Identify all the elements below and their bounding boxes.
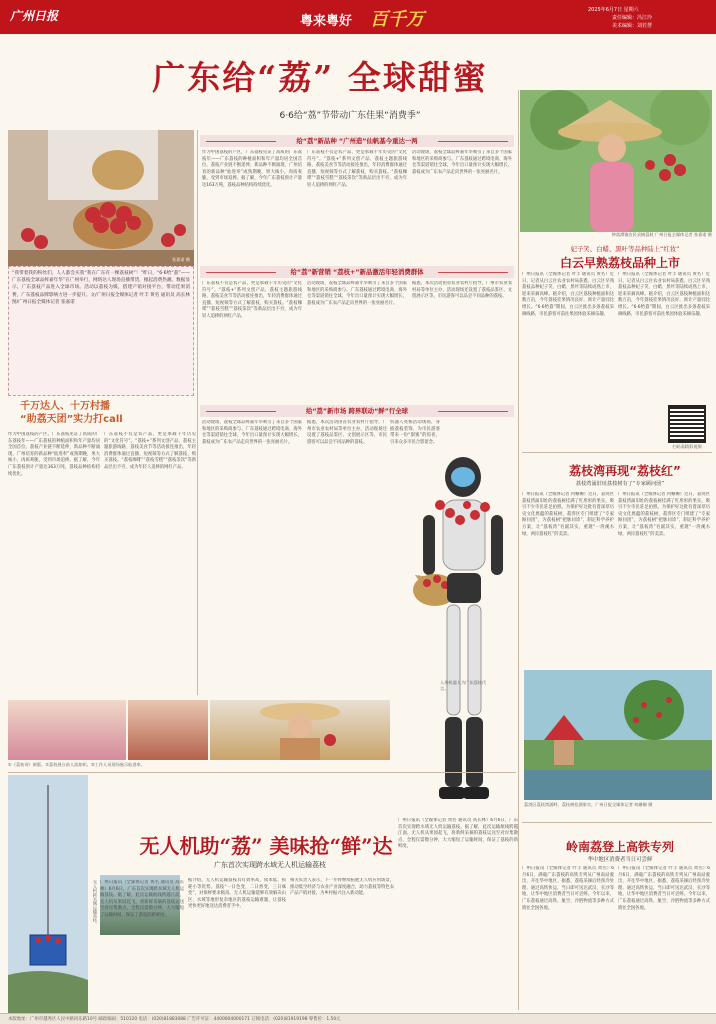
farmer-illustration — [520, 90, 712, 232]
strip-photo-3 — [210, 700, 390, 760]
section-header-1: 给“荔”新品种 “广州造”仙帆基今重达一两 — [200, 135, 514, 147]
section-header-3: 给“荔”新市场 跨界联动“鲜”行全球 — [200, 405, 514, 417]
white-story-title: 白云早熟荔枝品种上市 — [559, 256, 680, 270]
footer-text: 本版地址：广州市越秀区人民中路同乐路10号 邮政编码：510120 电话：(020)81883088 广告许可证：4400004000171 订阅电话：(020)81919198 零售价：1.50元 — [8, 1017, 341, 1022]
divider-h-right — [522, 822, 712, 823]
divider-v-left — [197, 130, 198, 695]
highspeed-subtitle: 华中地区消费者当日可尝鲜 — [587, 857, 653, 863]
lychee-bay-photo — [524, 670, 712, 800]
section1-col-2: 广东荔枝不仅是农产品，更是承载千年历史的“文化符号”。“荔枝+”系列文创产品、荔枝主题旅游线路、荔枝美食节等活动接连推出，年轻消费群体通过直播、短视频等方式了解荔枝、购买荔枝。“荔枝咖啡”“荔枝雪糕”“荔枝茶饮”等新品层出不穷，成为年轻人追捧的网红产品。 — [307, 150, 407, 188]
divider-h-bottom — [8, 772, 516, 773]
left-col-1: 作为中国荔枝的产区，广东荔枝见证了高质的广东荔枝年——广东荔枝的种植面积和年产量均居全国首位。荔枝产业链不断延伸，新品种不断涌现，广州培育的新品种“仙进奉”成熟期晚，果大核小，肉质爽脆，受到市场追捧。据了解，今年广东荔枝预计产量达163万吨，荔枝品种结构持续优化。 — [8, 432, 100, 477]
drone-title: 无人机助“荔” 美味抢“鲜”达 — [139, 834, 393, 858]
strip-photo-2 — [128, 700, 208, 760]
main-headline: 广东给“荔” 全球甜蜜 — [152, 58, 488, 97]
drone-col-3: 相关负责人表示，下一步将继续拓展无人机应用场景，推动低空经济与农业产业深度融合，助力荔枝等特色农产品产销对接，为乡村振兴注入新动能。 — [290, 878, 394, 897]
white-story-col-1: 广州日报讯（全媒体记者 叶丰 通讯员 黄名）近日，记者从白云区农业农村局获悉，白云区早熟荔枝品种妃子笑、白蜡、黑叶等陆续成熟上市，迎来采摘高峰。据介绍，白云区荔枝种植面积达数万亩，今年荔枝挂果情况良好，预计产量同比增长。“6·6给荔”期间，白云区推出多条荔枝采摘线路，市民游客可前往果园体验采摘乐趣。 — [522, 272, 614, 317]
intro-text: “我带着我的粉丝们，人人都会买我“我在广东有一棵荔枝树”！”昨日，“6·6给“荔”——广东荔枝全球品鲜嘉年华”在广州举行，网络达人现场直播带货，掀起消费热潮。数据显示，广东荔枝产品进入全球市场。活动以荔枝为媒，搭建产销对接平台，带动佳果消费，广东荔枝品牌影响力进一步提升。文/广州日报全媒体记者 叶丰 黄名 通讯员 高长林 图/广州日报全媒体记者 张嘉诺 — [12, 271, 190, 305]
highspeed-col-1: 广州日报讯（全媒体记者 叶丰 通讯员 黄名）6月6日，满载广东荔枝的高铁专列从广州南站驶出，开往华中地区。据悉，荔枝采摘后经预冷处理，通过高铁快运，当日即可送达武汉、长沙等地，让华中地区消费者当日可尝鲜。今年以来，广东荔枝通过高铁、航空、冷链物流等多种方式销往全国各地。 — [522, 866, 614, 911]
farmer-photo — [520, 90, 712, 232]
left-col-2: 广东荔枝不仅是农产品，更是承载千年历史的“文化符号”。“荔枝+”系列文创产品、荔枝主题旅游线路、荔枝美食节等活动接连推出，年轻消费群体通过直播、短视频等方式了解荔枝、购买荔枝。“荔枝咖啡”“荔枝雪糕”“荔枝茶饮”等新品层出不穷，成为年轻人追捧的网红产品。 — [104, 432, 196, 470]
section3-col-1: 活动现场，荔枝全球品鲜嘉年华吸引了来自多个国家和地区的采购商参与。广东荔枝通过跨境电商、海外仓等渠道销往全球，今年出口量预计实现大幅增长，荔枝成为广东农产品走向世界的一张亮丽名片。 — [202, 420, 302, 445]
lychee-bay-illustration — [524, 670, 712, 800]
red-story-title: 荔枝湾再现“荔枝红” — [569, 464, 681, 478]
drone-photo — [8, 775, 88, 1015]
strip-photo-3-illustration — [210, 700, 390, 760]
masthead — [0, 0, 716, 34]
main-subtitle: 6·6给“荔”节带动广东佳果“消费季” — [279, 111, 421, 121]
drone-col-2: 据介绍，无人机运输荔枝具有效率高、成本低、损耗小等优势。荔枝“一日色变，二日香变，三日味变”，对保鲜要求极高。无人机运输能够有效解决山区、水域等地形复杂地区的荔枝运输难题，让荔枝更快更好地送达消费者手中。 — [188, 878, 286, 910]
newspaper-logo: 广州日报 — [10, 9, 59, 23]
banner-right: 百千万 — [370, 9, 424, 30]
drone-col-1: 广州日报讯（全媒体记者 黄名 通讯员 高长林）6月6日，广东首次实现跨水域无人机运输荔枝。据了解，此次运输航线跨越江面，无人机从果园起飞，将新鲜采摘的荔枝运送至对岸集散点，全程仅需数分钟，大大缩短了运输时间，保证了荔枝的新鲜度。 — [100, 880, 184, 918]
editor-line-1: 责任编辑：冯江玲 — [612, 15, 653, 21]
drone-subtitle: 广东首次实现跨水域无人机运输荔枝 — [214, 861, 326, 869]
section1-col-1: 作为中国荔枝的产区，广东荔枝见证了高质的广东荔枝年——广东荔枝的种植面积和年产量均居全国首位。荔枝产业链不断延伸，新品种不断涌现，广州培育的新品种“仙进奉”成熟期晚，果大核小，肉质爽脆，受到市场追捧。据了解，今年广东荔枝预计产量达163万吨，荔枝品种结构持续优化。 — [202, 150, 302, 188]
section3-col-3: 机器人亮相活动现场，身披荔枝装饰，为市民游客带来一份“甜蜜”的惊喜，引来众多市民合影留念。 — [390, 420, 440, 445]
red-story-subtitle: 荔枝湾涌旧址荔枝树有了“专家顾问团” — [575, 481, 665, 487]
section2-col-3: 据悉，本次活动由省农业农村厅指导，广州市农业农村局等单位主办，活动现场还设置了荔枝品鉴区、文创展示区等，市民游客可以品尝不同品种的荔枝。 — [412, 281, 512, 300]
red-story-col-2: 广州日报讯（全媒体记者 何姗姗）近日，荔湾区荔枝湾涌旧址的荔枝树挂满了红彤彤的果实，吸引不少市民驻足拍照。为保护好这批有着深厚历史文化底蕴的荔枝树，荔湾区专门组建了“专家顾问团”，为荔枝树“把脉问诊”，制定科学养护方案，让“荔枝湾”名副其实，重现“一湾溪水绿，两岸荔枝红”的美景。 — [618, 492, 710, 537]
section1-col-3: 活动现场，荔枝全球品鲜嘉年华吸引了来自多个国家和地区的采购商参与。广东荔枝通过跨境电商、海外仓等渠道销往全球，今年出口量预计实现大幅增长，荔枝成为广东农产品走向世界的一张亮丽名片。 — [412, 150, 512, 175]
drone-col-4: 广州日报讯（全媒体记者 黄名 通讯员 高长林）6月6日，广东首次实现跨水域无人机运输荔枝。据了解，此次运输航线跨越江面，无人机从果园起飞，将新鲜采摘的荔枝运送至对岸集散点，全程仅需数分钟，大大缩短了运输时间，保证了荔枝的新鲜度。 — [398, 818, 518, 850]
lychee-basket-illustration — [8, 130, 194, 266]
drone-illustration — [8, 775, 88, 1015]
divider-v-main — [518, 90, 519, 1010]
section3-col-2: 据悉，本次活动由省农业农村厅指导，广州市农业农村局等单位主办，活动现场还设置了荔枝品鉴区、文创展示区等，市民游客可以品尝不同品种的荔枝。 — [307, 420, 387, 445]
farmer-caption: 钟落潭镇农民采摘荔枝 广州日报全媒体记者 张嘉诺 摄 — [611, 232, 712, 237]
photo1-caption: 张嘉诺 摄 — [171, 256, 190, 262]
white-story-kicker: 妃子笑、白蜡、黑叶等品种陆上“红妆” — [570, 245, 680, 253]
robot-caption: 人形机器人为广东荔枝代言。 — [440, 680, 487, 691]
section2-col-1: 广东荔枝不仅是农产品，更是承载千年历史的“文化符号”。“荔枝+”系列文创产品、荔枝主题旅游线路、荔枝美食节等活动接连推出，年轻消费群体通过直播、短视频等方式了解荔枝、购买荔枝。“荔枝咖啡”“荔枝雪糕”“荔枝茶饮”等新品层出不穷，成为年轻人追捧的网红产品。 — [202, 281, 302, 319]
white-story-col-2: 广州日报讯（全媒体记者 叶丰 通讯员 黄名）近日，记者从白云区农业农村局获悉，白云区早熟荔枝品种妃子笑、白蜡、黑叶等陆续成熟上市，迎来采摘高峰。据介绍，白云区荔枝种植面积达数万亩，今年荔枝挂果情况良好，预计产量同比增长。“6·6给荔”期间，白云区推出多条荔枝采摘线路，市民游客可前往果园体验采摘乐趣。 — [618, 272, 710, 317]
drone-side-caption: 无人机跨水域运输荔枝。 — [93, 880, 98, 927]
strip-photo-1 — [8, 700, 126, 760]
pull-quote: 千万达人、十万村播 “助荔天团”实力打call — [20, 401, 123, 425]
divider-right-1 — [522, 452, 712, 453]
issue-date: 2025年6月7日 星期六 — [588, 7, 639, 13]
strip-caption: ①《荔枝诗》新版。②荔枝展台前人流如织。③工作人员现场展示仙进奉。 — [8, 762, 145, 767]
lychee-basket-photo — [8, 130, 194, 266]
highspeed-title: 岭南荔登上高铁专列 — [565, 840, 674, 854]
section2-col-2: 活动现场，荔枝全球品鲜嘉年华吸引了来自多个国家和地区的采购商参与。广东荔枝通过跨境电商、海外仓等渠道销往全球，今年出口量预计实现大幅增长，荔枝成为广东农产品走向世界的一张亮丽名片。 — [307, 281, 407, 306]
highspeed-col-2: 广州日报讯（全媒体记者 叶丰 通讯员 黄名）6月6日，满载广东荔枝的高铁专列从广州南站驶出，开往华中地区。据悉，荔枝采摘后经预冷处理，通过高铁快运，当日即可送达武汉、长沙等地，让华中地区消费者当日可尝鲜。今年以来，广东荔枝通过高铁、航空、冷链物流等多种方式销往全国各地。 — [618, 866, 710, 911]
red-story-col-1: 广州日报讯（全媒体记者 何姗姗）近日，荔湾区荔枝湾涌旧址的荔枝树挂满了红彤彤的果实，吸引不少市民驻足拍照。为保护好这批有着深厚历史文化底蕴的荔枝树，荔湾区专门组建了“专家顾问团”，为荔枝树“把脉问诊”，制定科学养护方案，让“荔枝湾”名副其实，重现“一湾溪水绿，两岸荔枝红”的美景。 — [522, 492, 614, 537]
footer-bar — [0, 1013, 716, 1024]
qr-caption: 扫码看精彩视频 — [672, 444, 702, 449]
banner-left: 粤来粤好 — [300, 14, 353, 29]
qr-code[interactable] — [668, 405, 706, 443]
editor-line-2: 美术编辑：刘若慧 — [612, 23, 653, 29]
section-header-2: 给“荔”新营销 “荔枝+”新品激活年轻消费群体 — [200, 266, 514, 278]
robot-photo — [395, 455, 525, 815]
robot-illustration — [395, 455, 525, 815]
lychee-bay-caption: 荔湾区荔枝湾涌畔，荔枝树挂满果实。广州日报全媒体记者 何姗姗 摄 — [524, 802, 653, 807]
